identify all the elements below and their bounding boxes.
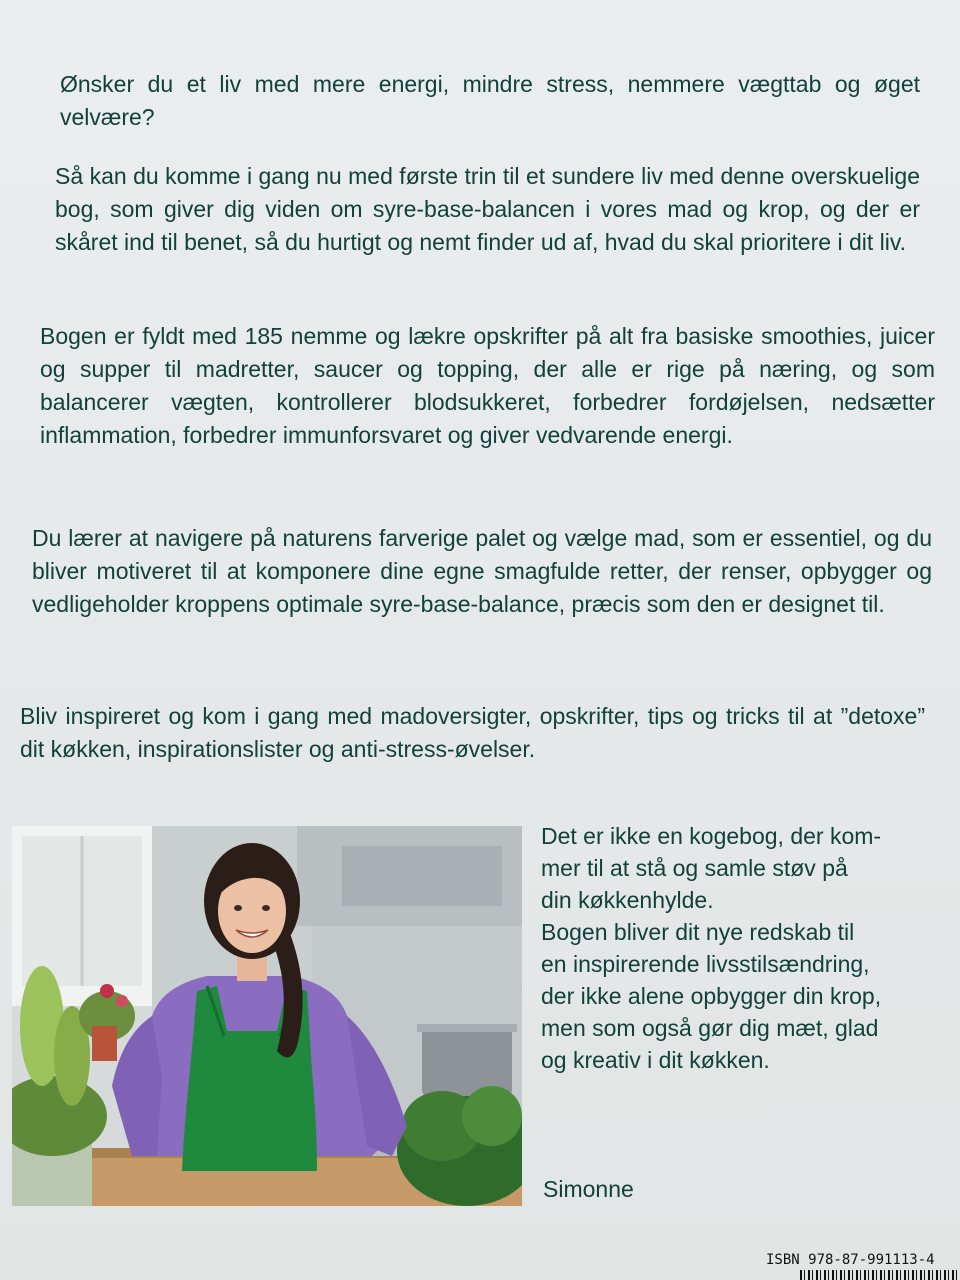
side-line-1: Det er ikke en kogebog, der kom-	[541, 823, 882, 849]
paragraph-inspiration: Bliv inspireret og kom i gang med madoversigter, opskrifter, tips og tricks til at ”detoxe” dit køkken, inspirationslister og anti-stress-øvelser.	[20, 703, 925, 762]
side-line-8: og kreativ i dit køkken.	[541, 1047, 770, 1073]
author-photo	[12, 826, 522, 1206]
side-line-7: men som også gør dig mæt, glad	[541, 1015, 879, 1041]
paragraph-navigate: Du lærer at navigere på naturens farverige palet og vælge mad, som er essentiel, og du bliver motiveret til at komponere dine egne smagfulde retter, der renser, opbygger og vedligeholder kroppens optimale syre-base-balance, præcis som den er designet til.	[32, 525, 932, 617]
side-line-5: en inspirerende livsstilsændring,	[541, 951, 870, 977]
side-line-3: din køkkenhylde.	[541, 887, 714, 913]
side-line-2: mer til at stå og samle støv på	[541, 855, 848, 881]
isbn-number: ISBN 978-87-991113-4	[766, 1252, 935, 1268]
paragraph-recipes: Bogen er fyldt med 185 nemme og lækre opskrifter på alt fra basiske smoothies, juicer og supper til madretter, saucer og topping, der alle er rige på næring, og som balancerer vægten, kontrollerer blodsukkeret, forbedrer fordøjelsen, nedsætter inflammation, forbedrer immunforsvaret og giver vedvarende energi.	[40, 323, 935, 448]
side-line-6: der ikke alene opbygger din krop,	[541, 983, 882, 1009]
paragraph-first-step: Så kan du komme i gang nu med første trin til et sundere liv med denne overskuelige bog, som giver dig viden om syre-base-balancen i vores mad og krop, og der er skåret ind til benet, så du hurtigt og nemt finder ud af, hvad du skal prioritere i dit liv.	[55, 163, 920, 255]
author-signature: Simonne	[543, 1176, 634, 1202]
side-line-4: Bogen bliver dit nye redskab til	[541, 919, 855, 945]
intro-question: Ønsker du et liv med mere energi, mindre stress, nemmere vægttab og øget velvære?	[60, 71, 920, 130]
side-text-block	[541, 820, 960, 1076]
barcode	[800, 1270, 960, 1280]
